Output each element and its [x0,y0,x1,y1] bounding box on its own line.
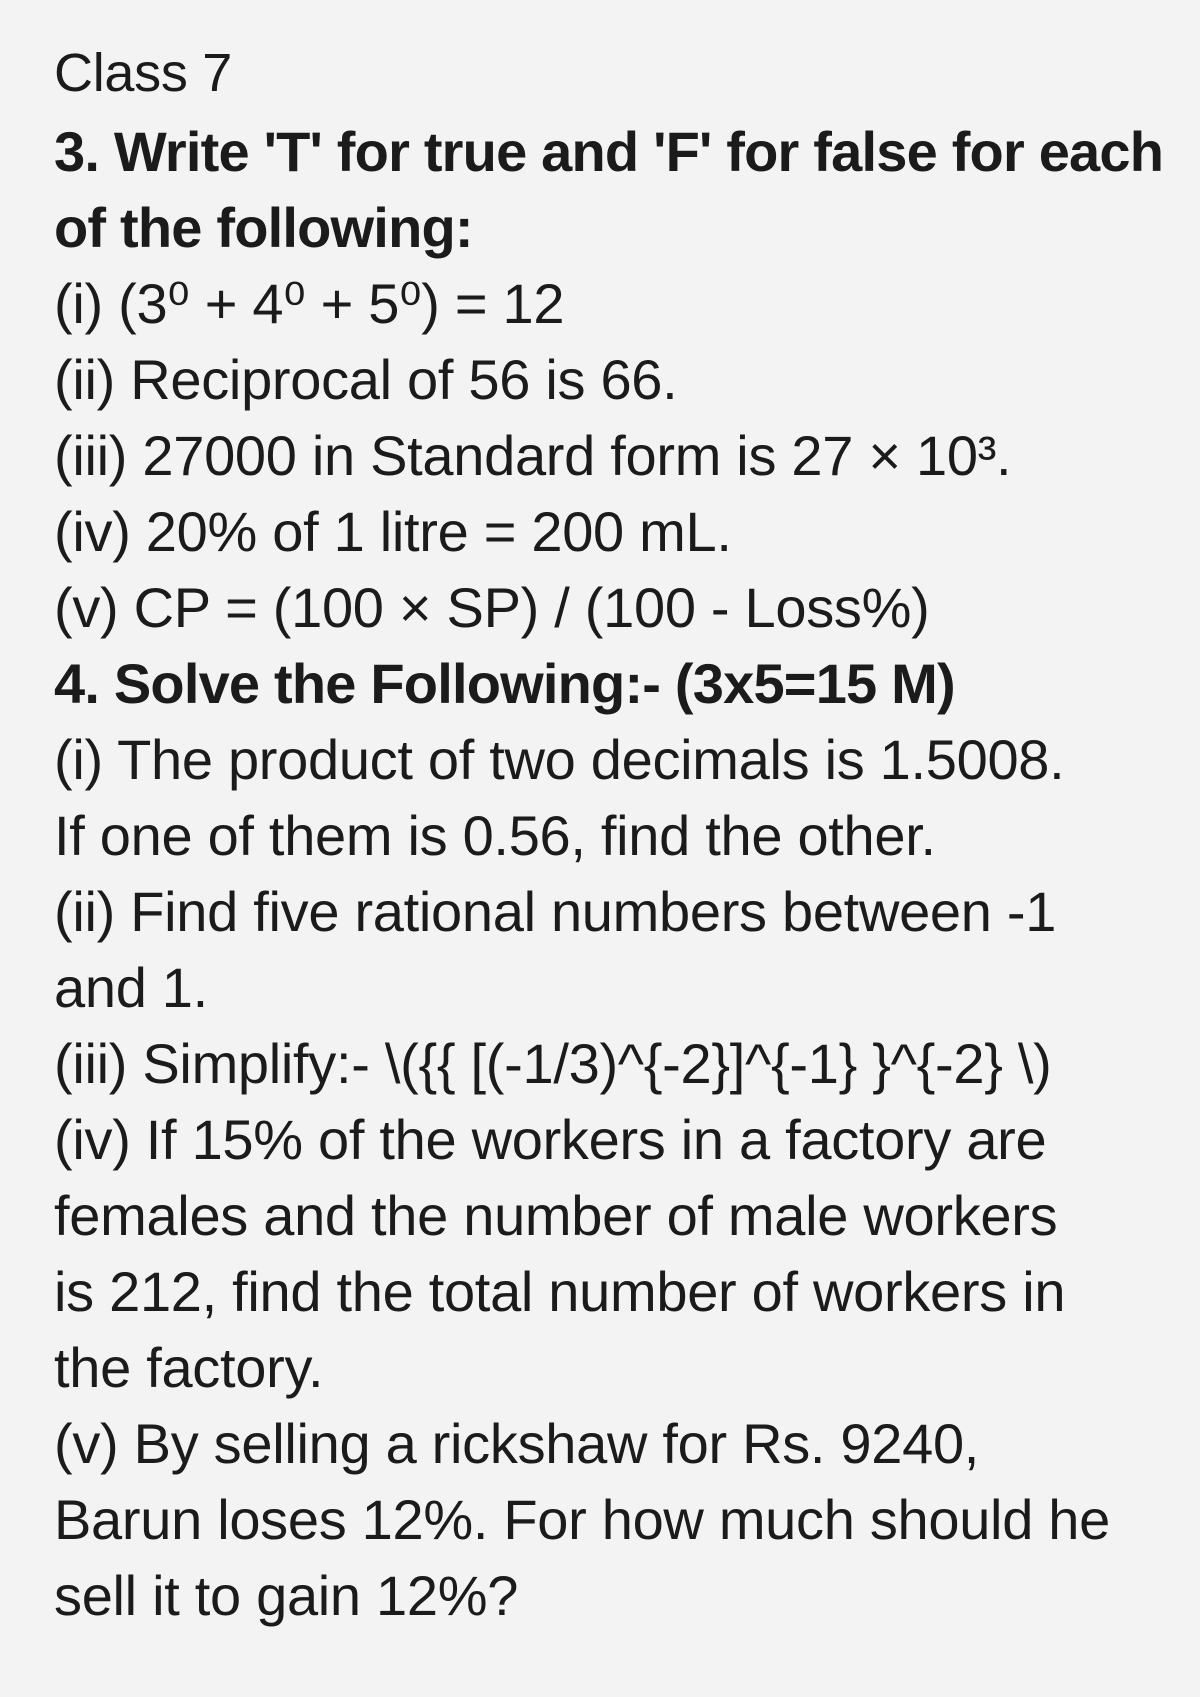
question-4-line: If one of them is 0.56, find the other. [54,804,936,867]
question-4-line: Barun loses 12%. For how much should he [54,1488,1110,1551]
class-label: Class 7 [54,43,232,103]
question-4-line: (iii) Simplify:- \({{ [(-1/3)^{-2}]^{-1} }^{-2} \) [54,1032,1052,1095]
question-3-item-i: (i) (3⁰ + 4⁰ + 5⁰) = 12 [54,272,565,335]
question-4-line: (ii) Find five rational numbers between -1 [54,880,1057,943]
question-3-heading-line-2: of the following: [54,196,473,259]
question-3-item-iii: (iii) 27000 in Standard form is 27 × 10³. [54,424,1012,487]
question-4-line: (iv) If 15% of the workers in a factory are [54,1108,1047,1171]
question-3-item-iv: (iv) 20% of 1 litre = 200 mL. [54,500,732,563]
question-4-line: (i) The product of two decimals is 1.5008. [54,728,1065,791]
question-3-item-ii: (ii) Reciprocal of 56 is 66. [54,348,678,411]
question-4-line: and 1. [54,956,208,1019]
worksheet-content [54,38,1174,1634]
question-3-item-v: (v) CP = (100 × SP) / (100 - Loss%) [54,576,930,639]
question-4-line: is 212, find the total number of workers in [54,1260,1066,1323]
question-4-line: (v) By selling a rickshaw for Rs. 9240, [54,1412,980,1475]
question-4 [54,646,1174,1634]
question-4-line: sell it to gain 12%? [54,1564,519,1627]
question-3-heading-line-1: 3. Write 'T' for true and 'F' for false for each [54,120,1164,183]
question-4-line: females and the number of male workers [54,1184,1058,1247]
question-4-heading: 4. Solve the Following:- (3x5=15 M) [54,652,955,715]
question-3 [54,114,1174,646]
question-4-line: the factory. [54,1336,324,1399]
